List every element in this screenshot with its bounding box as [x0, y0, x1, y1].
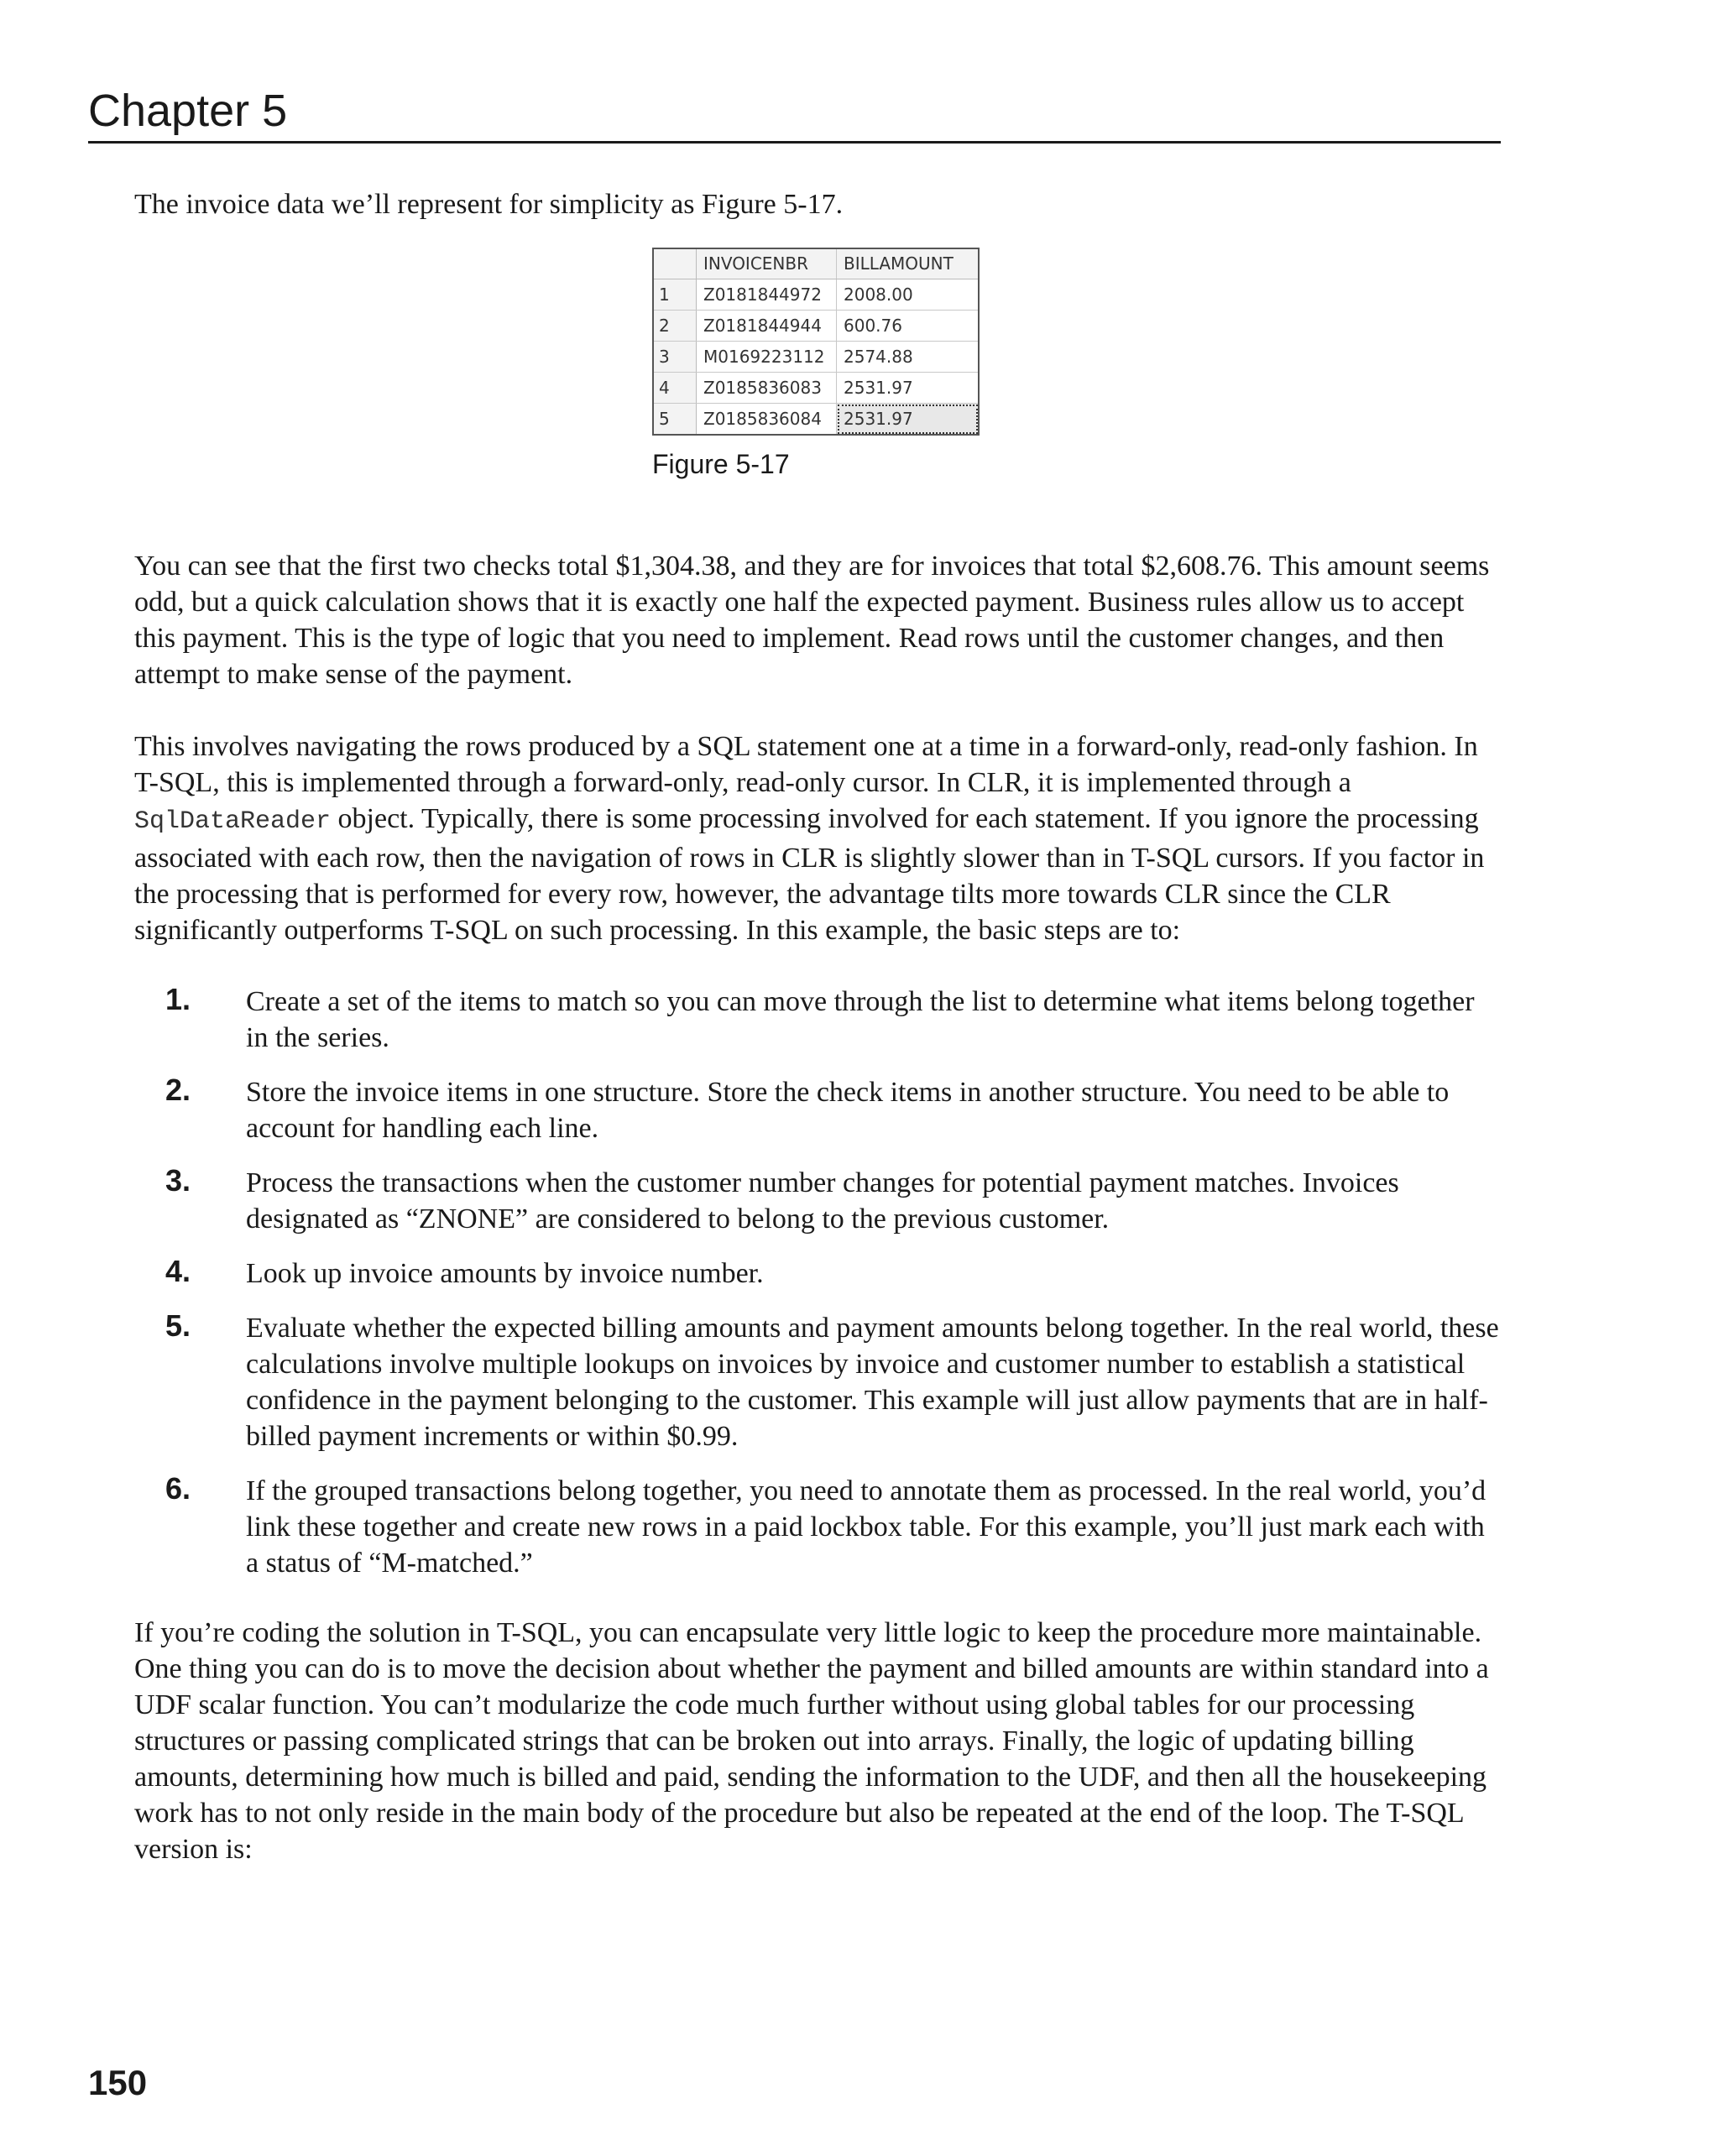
step-text: Evaluate whether the expected billing amounts and payment amounts belong together. In the real world, these calculations involve multiple lookups on invoices by invoice and customer number to establish a statistical confidence in the payment belonging to the customer. This example will just allow payments that are in half-billed payment increments or within $0.99.: [246, 1313, 1499, 1452]
invoice-cell: Z0185836084: [697, 404, 837, 436]
column-header-invoicenbr: INVOICENBR: [697, 248, 837, 279]
body-paragraph-1: You can see that the first two checks total $1,304.38, and they are for invoices that total $2,608.76. This amount seems odd, but a quick calculation shows that it is exactly one half the expected payment. Business rules allow us to accept this payment. This is the type of logic that you need to implement. Read rows until the customer changes, and then attempt to make sense of the payment.: [134, 551, 1490, 690]
amount-cell: 2008.00: [837, 279, 980, 311]
step-text: If the grouped transactions belong together, you need to annotate them as processed. In the real world, you’d link these together and create new rows in a paid lockbox table. For this example, you’ll just mark each with a status of “M-matched.”: [246, 1475, 1486, 1579]
step-number: 5.: [165, 1308, 191, 1343]
amount-cell: 2574.88: [837, 342, 980, 373]
paragraph-text: object. Typically, there is some processing involved for each statement. If you ignore the processing associated with each row, then the navigation of rows in CLR is slightly slower than in T-SQL cursors. If you factor in the processing that is performed for every row, however, the advantage tilts more towards CLR since the CLR significantly outperforms T-SQL on such processing. In this example, the basic steps are to:: [134, 803, 1485, 946]
step-text: Process the transactions when the customer number changes for potential payment matches. Invoices designated as “ZNONE” are considered to belong to the previous customer.: [246, 1167, 1399, 1235]
list-item: [134, 1255, 1502, 1292]
step-number: 1.: [165, 982, 191, 1016]
list-item: [134, 984, 1502, 1056]
row-number-header: [653, 248, 697, 279]
list-item: [134, 1165, 1502, 1237]
row-number: 1: [653, 279, 697, 311]
intro-paragraph: The invoice data we’ll represent for simplicity as Figure 5-17.: [134, 189, 844, 220]
body-paragraph-3: If you’re coding the solution in T-SQL, you can encapsulate very little logic to keep the procedure more maintainable. One thing you can do is to move the decision about whether the payment and billed amounts are within standard into a UDF scalar function. You can’t modularize the code much further without using global tables for our processing structures or passing complicated strings that can be broken out into arrays. Finally, the logic of updating billing amounts, determining how much is billed and paid, sending the information to the UDF, and then all the housekeeping work has to not only reside in the main body of the procedure but also be repeated at the end of the loop. The T-SQL version is:: [134, 1617, 1489, 1865]
invoice-grid: [652, 248, 980, 436]
grid-header-row: [653, 248, 979, 279]
row-number: 4: [653, 373, 697, 404]
table-row: [653, 342, 979, 373]
step-number: 3.: [165, 1163, 191, 1198]
page-body: [134, 186, 1502, 1867]
steps-list: [134, 984, 1502, 1581]
figure-caption: Figure 5-17: [652, 449, 790, 479]
step-number: 4.: [165, 1254, 191, 1288]
amount-cell: 2531.97: [837, 373, 980, 404]
figure-5-17: [652, 248, 980, 481]
chapter-title: Chapter 5: [88, 86, 288, 136]
row-number: 2: [653, 311, 697, 342]
amount-cell: 600.76: [837, 311, 980, 342]
table-row: [653, 279, 979, 311]
list-item: [134, 1074, 1502, 1146]
paragraph-text: This involves navigating the rows produced by a SQL statement one at a time in a forward-only, read-only fashion. In T-SQL, this is implemented through a forward-only, read-only cursor. In CLR, it is implemented through a: [134, 731, 1478, 798]
row-number: 3: [653, 342, 697, 373]
invoice-cell: Z0181844972: [697, 279, 837, 311]
row-number: 5: [653, 404, 697, 436]
table-row: [653, 311, 979, 342]
step-number: 2.: [165, 1073, 191, 1107]
list-item: [134, 1473, 1502, 1581]
step-number: 6.: [165, 1471, 191, 1506]
page-number: 150: [88, 2063, 148, 2102]
list-item: [134, 1310, 1502, 1454]
inline-code: SqlDataReader: [134, 807, 332, 836]
step-text: Store the invoice items in one structure. Store the check items in another structure. You need to be able to account for handling each line.: [246, 1077, 1450, 1144]
step-text: Look up invoice amounts by invoice number.: [246, 1258, 764, 1289]
column-header-billamount: BILLAMOUNT: [837, 248, 980, 279]
chapter-header: [88, 84, 1501, 144]
step-text: Create a set of the items to match so you can move through the list to determine what items belong together in the series.: [246, 986, 1475, 1053]
table-row: [653, 373, 979, 404]
invoice-cell: M0169223112: [697, 342, 837, 373]
invoice-cell: Z0185836083: [697, 373, 837, 404]
table-row: [653, 404, 979, 436]
amount-cell-selected: 2531.97: [837, 404, 980, 436]
invoice-cell: Z0181844944: [697, 311, 837, 342]
body-paragraph-2: [134, 728, 1502, 948]
